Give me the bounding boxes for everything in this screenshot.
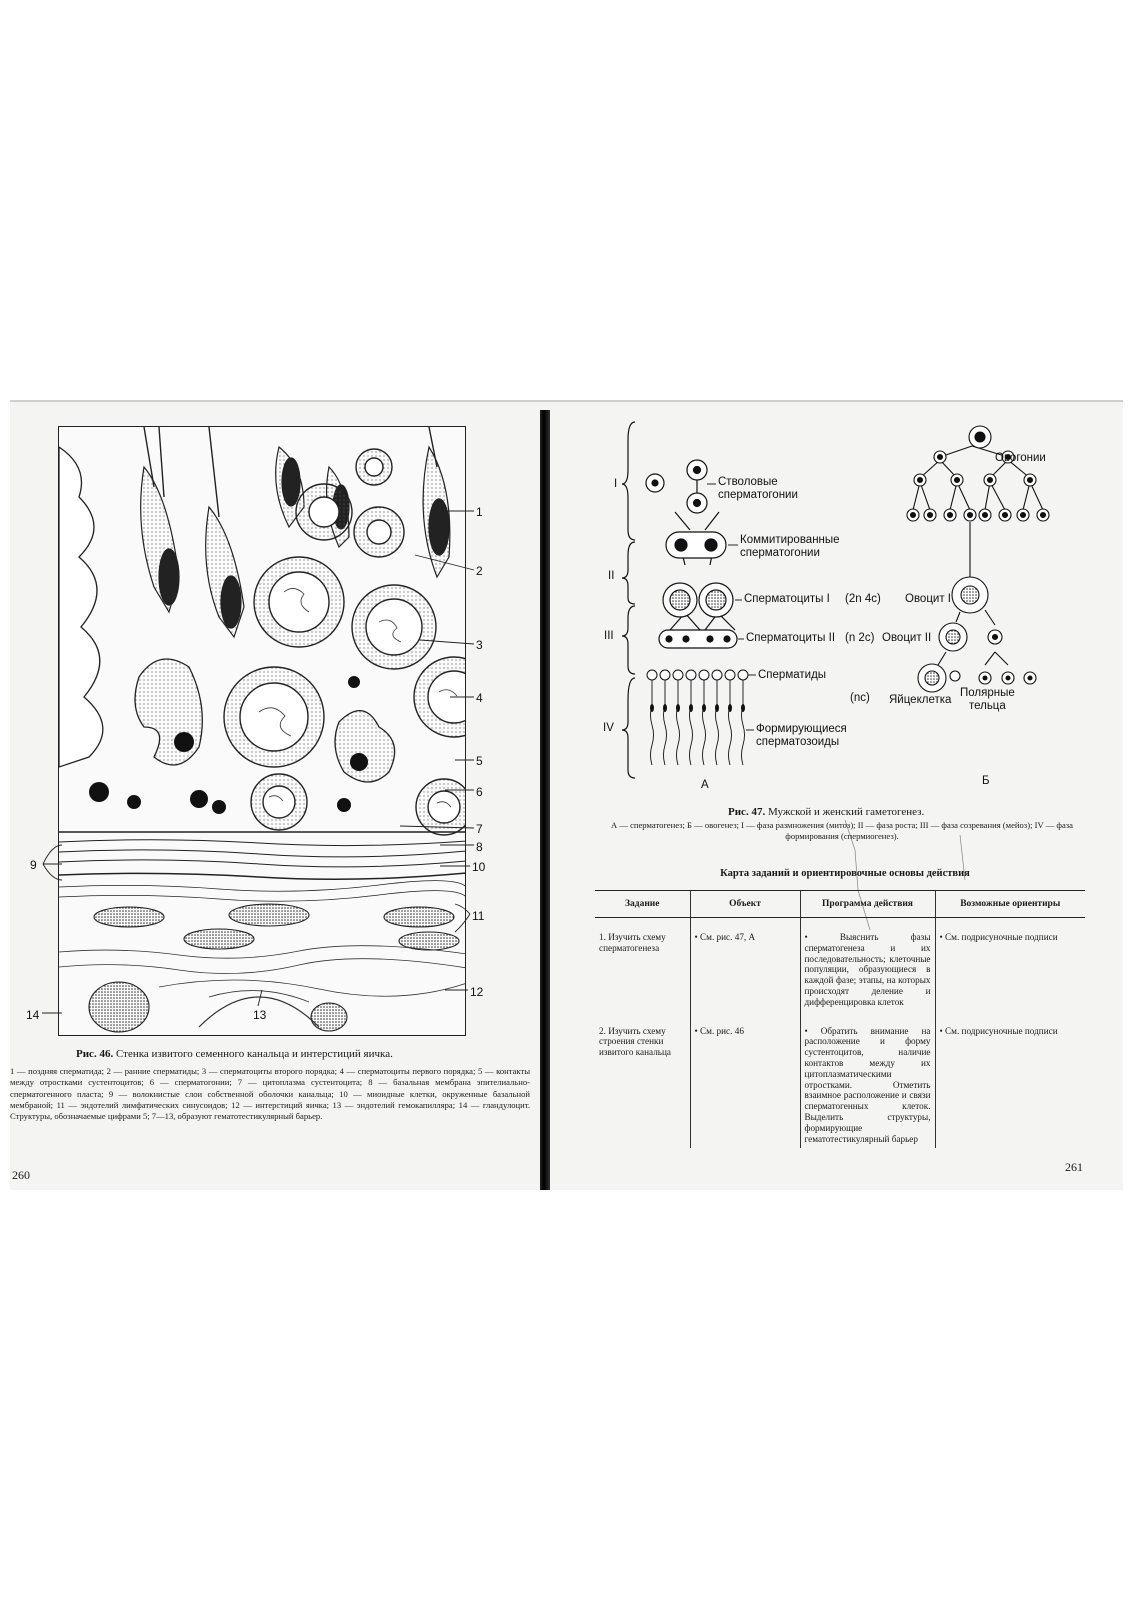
label-spermatocytes-1: Сперматоциты I [744,593,830,605]
table-cell: • См. рис. 47, А [690,918,800,1012]
panel-label-b: Б [982,775,990,787]
fig46-label-4: 4 [476,691,483,705]
fig46-label-7: 7 [476,822,483,836]
ploidy-n2c: (n 2c) [845,632,875,644]
fig46-label-1: 1 [476,505,483,519]
label-stem-spermatogonia: Стволовые сперматогонии [718,476,798,501]
fig47-caption-text: Мужской и женский гаметогенез. [767,806,925,818]
label-egg: Яйцеклетка [889,694,952,706]
label-oogonia: Овогонии [995,452,1046,464]
table-cell: • См. подрисуночные подписи [935,1012,1085,1149]
table-cell: • Выяснить фазы сперматогенеза и их последовательность; клеточные популяции, образующиеся в каждой фазе; этапы, на которых происходят деление и дифференцировка клеток [800,918,935,1012]
fig46-caption-number: Рис. 46. [76,1048,114,1060]
table-row [595,1012,1085,1149]
table-cell: 1. Изучить схему сперматогенеза [599,932,666,953]
panel-label-a: А [701,779,709,791]
phase-label-3: III [604,630,614,642]
fig46-label-8: 8 [476,840,483,854]
label-forming-spermatozoa: Формирующиеся сперматозоиды [756,723,847,748]
fig46-label-13: 13 [253,1008,267,1022]
fig46-label-14: 14 [26,1008,40,1022]
table-cell: • Обратить внимание на расположение и форму сустентоцитов, наличие контактов между их цитоплазматическими отростками. Отметить взаимное расположение и связи сперматогенных клеток. Выделить структуры, формирующие гематотестикулярный барьер [800,1012,935,1149]
fig46-label-10: 10 [472,860,486,874]
page-number-right: 261 [1065,1160,1083,1174]
fig46-caption-body: 1 — поздняя сперматида; 2 — ранние сперматиды; 3 — сперматоциты второго порядка; 4 — сперматоциты первого порядка; 5 — контакты между отростками сустентоцитов; 6 — сперматогонии; 7 — цитоплазма сустентоцита; 8 — базальная мембрана эпителиально-сперматогенного пласта; 9 — волокнистые слои собственной оболочки канальца; 10 — миоидные клетки, окруженные базальной мембраной; 11 — эндотелий лимфатических синусоидов; 12 — интерстиций яичка; 13 — эндотелий гемокапилляра; 14 — гландулоцит. Структуры, обозначаемые цифрами 5; 7—13, образуют гематотестикулярный барьер. [10,1066,530,1122]
table-cell: • См. подрисуночные подписи [935,918,1085,1012]
ploidy-2n4c: (2n 4c) [845,593,881,605]
fig46-label-9: 9 [30,858,37,872]
page-number-left: 260 [12,1168,30,1182]
fig46-label-5: 5 [476,754,483,768]
fig47-caption-body: А — сперматогенез; Б — овогенез; I — фаза размножения (митоз); II — фаза роста; III — фаза созревания (мейоз); IV — фаза формирования (спермиогенез). [610,820,1073,842]
table-cell: 2. Изучить схему строения стенки извитого канальца [599,1025,671,1058]
label-oocyte-1: Овоцит I [905,593,951,605]
label-committed-spermatogonia: Коммитированные сперматогонии [740,534,840,559]
fig46-label-3: 3 [476,638,483,652]
fig46-label-12: 12 [470,985,484,999]
phase-label-4: IV [603,722,614,734]
table-header-cell: Возможные ориентиры [935,891,1085,918]
fig46-label-2: 2 [476,564,483,578]
phase-label-2: II [608,570,615,582]
table-row [595,918,1085,1012]
task-table [595,890,1085,1148]
label-spermatocytes-2: Сперматоциты II [746,632,836,644]
fig47-caption-number: Рис. 47. [728,806,766,818]
table-header-row [595,891,1085,918]
phase-label-1: I [614,478,618,490]
table-title: Карта заданий и ориентировочные основы действия [720,868,970,879]
table-header-cell: Задание [595,891,690,918]
fig46-label-6: 6 [476,785,483,799]
label-spermatids: Сперматиды [758,669,827,681]
fig46-label-11: 11 [472,909,485,923]
table-header-cell: Программа действия [800,891,935,918]
label-polar-bodies: Полярные тельца [960,687,1015,712]
ploidy-nc: (nc) [850,692,870,704]
table-header-cell: Объект [690,891,800,918]
label-oocyte-2: Овоцит II [882,632,932,644]
table-cell: • См. рис. 46 [690,1012,800,1149]
fig47-caption-title [728,806,1088,818]
fig46-caption-text: Стенка извитого семенного канальца и интерстиций яичка. [115,1048,393,1060]
